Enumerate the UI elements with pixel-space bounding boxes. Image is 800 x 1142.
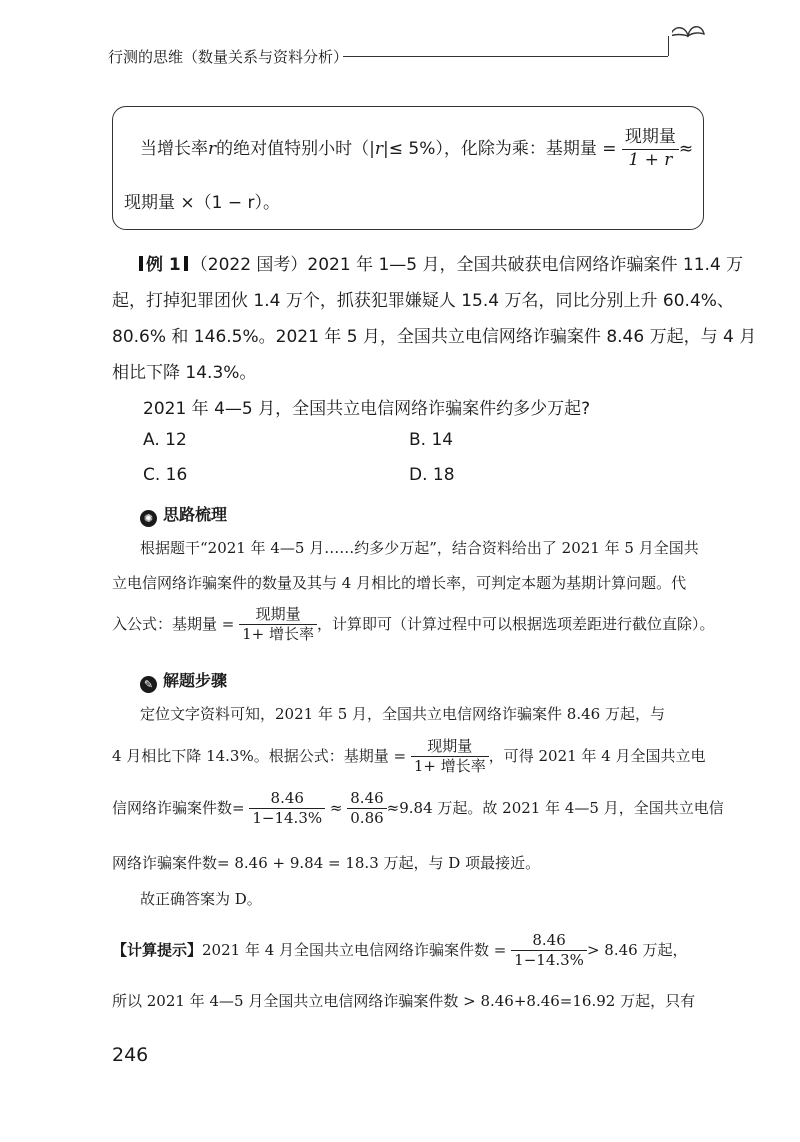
solution-text: 4 月相比下降 14.3%。根据公式：基期量 = (112, 746, 407, 765)
solution-line-2 (112, 738, 706, 776)
solution-fraction (411, 738, 489, 776)
fraction-denominator: 1+ 增长率 (413, 757, 486, 776)
calc-fraction-1 (249, 790, 325, 828)
page-number: 246 (112, 1044, 149, 1066)
solution-line-1: 定位文字资料可知，2021 年 5 月，全国共立电信网络诈骗案件 8.46 万起，与 (140, 705, 665, 723)
fraction-denominator: 1−14.3% (252, 809, 323, 828)
calc-tip-text: 2021 年 4 月全国共立电信网络诈骗案件数 = (202, 940, 507, 959)
calc-tip-fraction (511, 932, 587, 970)
fraction-numerator: 8.46 (249, 790, 325, 809)
example-line-2: 起，打掉犯罪团伙 1.4 万个，抓获犯罪嫌疑人 15.4 万名，同比分别上升 60.4%、 (112, 291, 734, 311)
example-line-3: 80.6% 和 146.5%。2021 年 5 月，全国共立电信网络诈骗案件 8.46 万起，与 4 月 (112, 327, 757, 347)
fraction-denominator: 0.86 (350, 809, 384, 828)
approach-heading (140, 502, 227, 527)
calc-tip-tag: 【计算提示】 (112, 940, 203, 959)
question-text: 2021 年 4—5 月，全国共立电信网络诈骗案件约多少万起? (143, 399, 591, 419)
note-text: 的绝对值特别小时（ (216, 139, 370, 160)
pen-icon: ✎ (140, 676, 157, 693)
header-rule (343, 56, 668, 57)
solution-heading (140, 668, 227, 693)
approach-text: ，计算即可（计算过程中可以根据选项差距进行截位直除）。 (317, 614, 715, 633)
approach-line-3 (112, 606, 715, 644)
sprout-icon (672, 22, 706, 44)
fraction-denominator: 1−14.3% (514, 951, 584, 970)
running-head: 行测的思维（数量关系与资料分析） (108, 48, 349, 66)
approach-text: 入公式：基期量 = (112, 614, 235, 633)
fraction-denominator: 1 + r (628, 149, 673, 170)
solution-text: ，可得 2021 年 4 月全国共立电 (488, 746, 706, 765)
header-rule-drop (668, 36, 669, 56)
calc-fraction-2 (347, 790, 386, 828)
example-text: （2022 国考）2021 年 1—5 月，全国共破获电信网络诈骗案件 11.4 万 (190, 255, 744, 275)
abs-r: |r| (369, 139, 389, 160)
option-a: A. 12 (143, 430, 187, 450)
answer-line: 故正确答案为 D。 (140, 890, 262, 908)
note-text: ≤ 5%），化除为乘：基期量 = (388, 139, 617, 160)
approach-fraction (239, 606, 317, 644)
approach-line-2: 立电信网络诈骗案件的数量及其与 4 月相比的增长率，可判定本题为基期计算问题。代 (112, 574, 687, 592)
approx-sign: ≈ (678, 139, 694, 160)
solution-title: 解题步骤 (163, 671, 228, 690)
example-tag: 例 1 (136, 255, 191, 275)
fraction-numerator: 8.46 (347, 790, 386, 809)
note-line-2: 现期量 ×（1 − r）。 (124, 193, 281, 213)
note-text: 当增长率 (140, 139, 208, 160)
gear-icon: ✺ (140, 510, 157, 527)
option-c: C. 16 (143, 465, 188, 485)
calc-tip-line-1 (112, 932, 687, 970)
approx-sign: ≈ (329, 798, 343, 817)
solution-line-4: 网络诈骗案件数= 8.46 + 9.84 = 18.3 万起，与 D 项最接近。 (112, 854, 541, 872)
option-d: D. 18 (409, 465, 455, 485)
fraction-numerator: 现期量 (239, 606, 317, 625)
example-line-1 (136, 250, 743, 275)
calc-tip-line-2: 所以 2021 年 4—5 月全国共立电信网络诈骗案件数 > 8.46+8.46=16.92 万起，只有 (112, 992, 696, 1010)
calc-tip-text: > 8.46 万起， (586, 940, 688, 959)
solution-text: ≈9.84 万起。故 2021 年 4—5 月，全国共立电信 (386, 798, 724, 817)
fraction-numerator: 8.46 (511, 932, 587, 951)
solution-text: 信网络诈骗案件数= (112, 798, 245, 817)
fraction-numerator: 现期量 (622, 128, 679, 150)
base-formula-fraction (622, 128, 679, 170)
note-line-1 (140, 128, 693, 170)
fraction-denominator: 1+ 增长率 (242, 625, 315, 644)
variable-r: r (208, 139, 217, 160)
option-b: B. 14 (409, 430, 454, 450)
approach-line-1: 根据题干“2021 年 4—5 月……约多少万起”，结合资料给出了 2021 年 5 月全国共 (140, 539, 699, 557)
approach-title: 思路梳理 (163, 505, 228, 524)
solution-line-3 (112, 790, 724, 828)
example-line-4: 相比下降 14.3%。 (112, 363, 257, 383)
fraction-numerator: 现期量 (411, 738, 489, 757)
